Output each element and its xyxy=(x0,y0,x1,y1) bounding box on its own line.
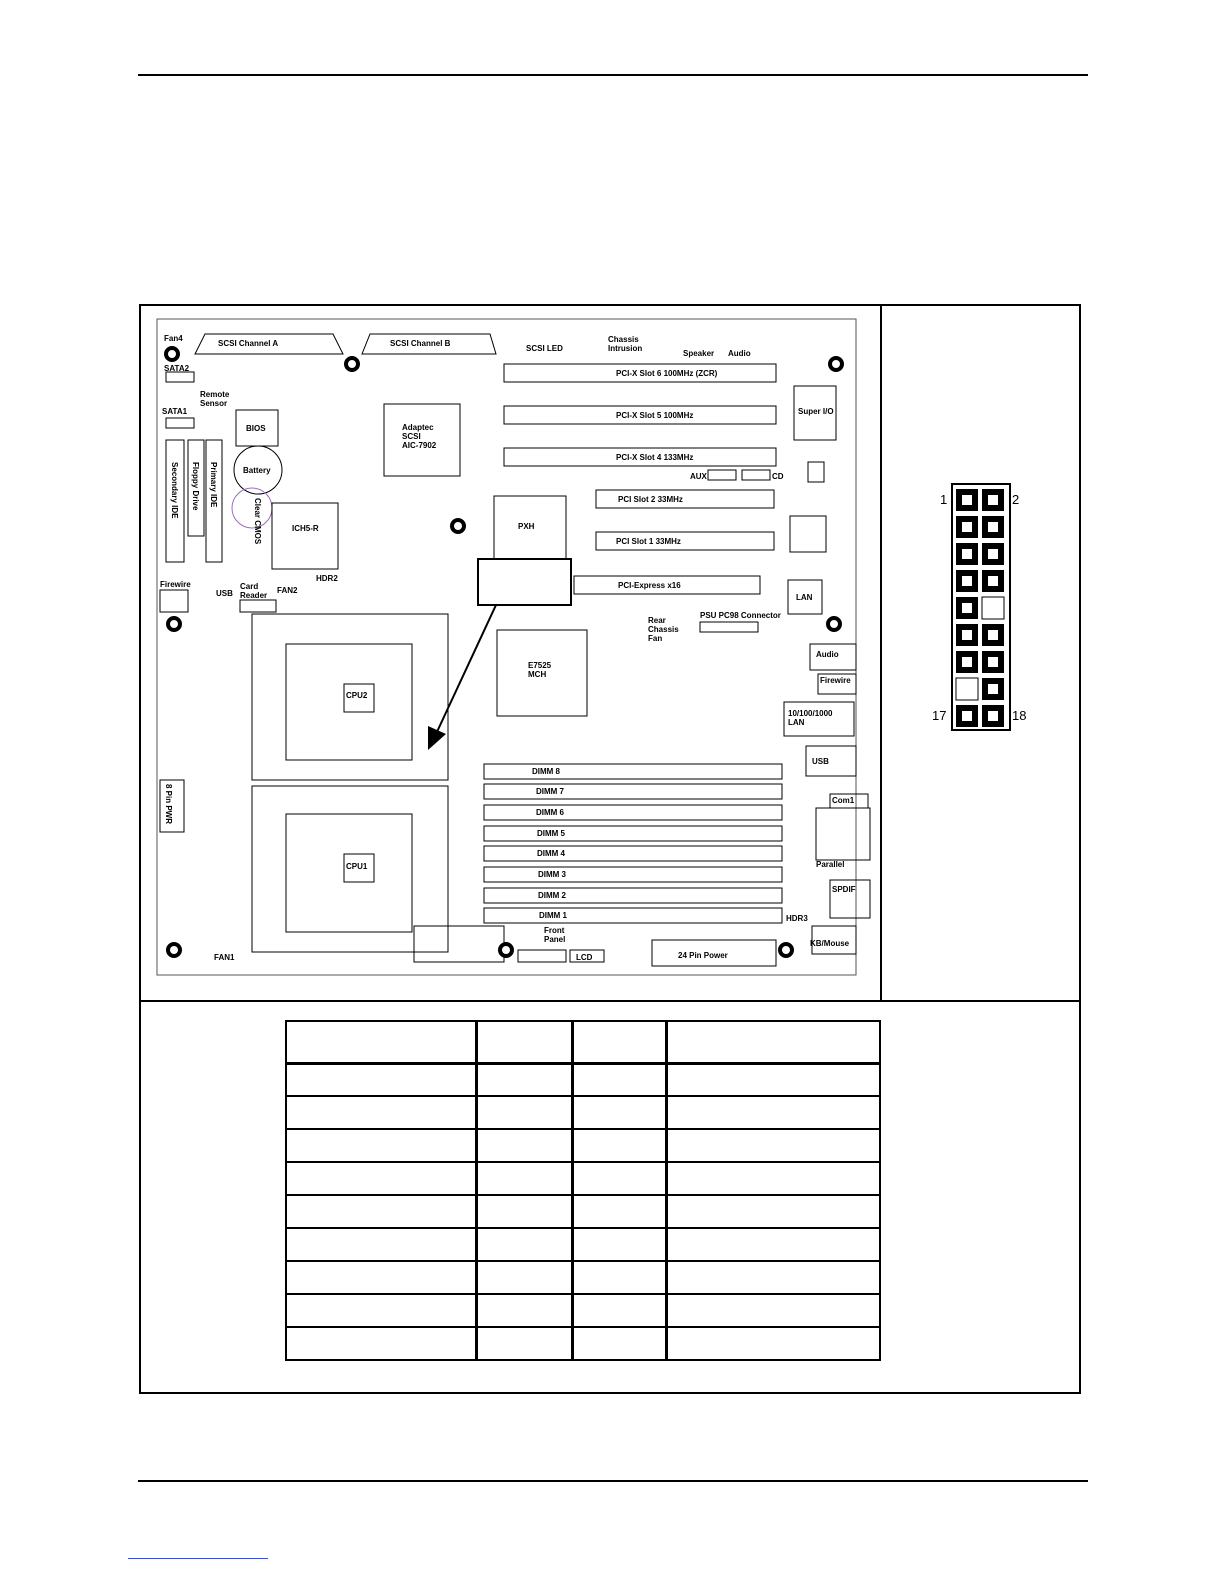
table-row xyxy=(286,1063,880,1096)
card-reader-line2: Reader xyxy=(240,591,268,600)
usb-left-label: USB xyxy=(216,589,233,598)
scsi-led-label: SCSI LED xyxy=(526,344,563,353)
cpu1-label: CPU1 xyxy=(346,862,368,871)
pin-hole xyxy=(962,576,972,586)
table-row xyxy=(286,1162,880,1195)
sata1-label: SATA1 xyxy=(162,407,188,416)
table-cell xyxy=(572,1021,666,1063)
firewire-rear-label: Firewire xyxy=(820,676,851,685)
table-cell xyxy=(666,1195,880,1228)
table-cell xyxy=(286,1228,476,1261)
table-cell xyxy=(476,1195,572,1228)
table-cell xyxy=(476,1327,572,1360)
hdr3-label: HDR3 xyxy=(786,914,808,923)
remote-sensor-line2: Sensor xyxy=(200,399,228,408)
table-cell xyxy=(286,1261,476,1294)
pin-label-1: 1 xyxy=(940,492,948,507)
table-cell xyxy=(286,1294,476,1327)
pin-hole xyxy=(962,495,972,505)
pin-hole xyxy=(962,630,972,640)
psu-connector-label: PSU PC98 Connector xyxy=(700,611,781,620)
secondary-ide-label: Secondary IDE xyxy=(170,462,179,519)
table-row xyxy=(286,1129,880,1162)
table-cell xyxy=(286,1129,476,1162)
pin-hole xyxy=(962,711,972,721)
clear-cmos-label: Clear CMOS xyxy=(253,498,262,545)
pci-slot1-label: PCI Slot 1 33MHz xyxy=(616,537,681,546)
cd-label: CD xyxy=(772,472,784,481)
pin-hole xyxy=(988,711,998,721)
cpu2-label: CPU2 xyxy=(346,691,368,700)
bios-label: BIOS xyxy=(246,424,266,433)
pin-hole xyxy=(988,549,998,559)
empty-pin xyxy=(956,678,978,700)
pin-label-2: 2 xyxy=(1012,492,1020,507)
fan1-label: FAN1 xyxy=(214,953,235,962)
table-cell xyxy=(666,1228,880,1261)
dimm-label: DIMM 2 xyxy=(538,891,566,900)
table-cell xyxy=(666,1162,880,1195)
lcd-label: LCD xyxy=(576,953,593,962)
table-cell xyxy=(666,1063,880,1096)
dimm-label: DIMM 4 xyxy=(537,849,565,858)
table-cell xyxy=(572,1261,666,1294)
pin-hole xyxy=(988,522,998,532)
lan-1000-label xyxy=(788,709,835,727)
table-row xyxy=(286,1261,880,1294)
pxh-label: PXH xyxy=(518,522,535,531)
chassis-intrusion-label xyxy=(608,335,642,353)
pin-label-18: 18 xyxy=(1012,708,1027,723)
front-panel-line1: Front xyxy=(544,926,565,935)
table-cell xyxy=(666,1327,880,1360)
mch-line1: E7525 xyxy=(528,661,552,670)
table-cell xyxy=(572,1129,666,1162)
audio-header-label: Audio xyxy=(728,349,751,358)
spdif-label: SPDIF xyxy=(832,885,856,894)
table-header-row xyxy=(286,1021,880,1063)
pin-hole xyxy=(962,603,972,613)
scsi-channel-b-label: SCSI Channel B xyxy=(390,339,451,348)
table-cell xyxy=(666,1294,880,1327)
dimm-labels xyxy=(532,767,568,920)
table-cell xyxy=(286,1162,476,1195)
table-row xyxy=(286,1294,880,1327)
table-cell xyxy=(476,1294,572,1327)
table-row xyxy=(286,1327,880,1360)
pin-hole xyxy=(962,549,972,559)
mch-line2: MCH xyxy=(528,670,547,679)
empty-pin xyxy=(982,597,1004,619)
pin-hole xyxy=(988,630,998,640)
pci-slot2-label: PCI Slot 2 33MHz xyxy=(618,495,683,504)
pin-hole xyxy=(988,657,998,667)
rear-chassis-fan-line2: Chassis xyxy=(648,625,679,634)
pin-hole xyxy=(988,684,998,694)
pwr8-label: 8 Pin PWR xyxy=(164,784,173,825)
table-cell xyxy=(286,1327,476,1360)
pin-assignment-table xyxy=(285,1020,881,1361)
ich5r-label: ICH5-R xyxy=(292,524,319,533)
table-cell xyxy=(476,1096,572,1129)
rear-chassis-fan-line1: Rear xyxy=(648,616,666,625)
pin-hole xyxy=(962,522,972,532)
primary-ide-label: Primary IDE xyxy=(209,462,218,508)
super-io-label: Super I/O xyxy=(798,407,834,416)
table-cell xyxy=(476,1063,572,1096)
table-cell xyxy=(286,1021,476,1063)
adaptec-label xyxy=(402,423,437,450)
adaptec-line3: AIC-7902 xyxy=(402,441,437,450)
card-reader-line1: Card xyxy=(240,582,259,591)
dimm-label: DIMM 1 xyxy=(539,911,567,920)
table-cell xyxy=(476,1021,572,1063)
rear-chassis-fan-line3: Fan xyxy=(648,634,663,643)
battery-label: Battery xyxy=(243,466,271,475)
audio-rear-label: Audio xyxy=(816,650,839,659)
firewire-left-label: Firewire xyxy=(160,580,191,589)
table-cell xyxy=(476,1129,572,1162)
lan-1000-line2: LAN xyxy=(788,718,805,727)
table-row xyxy=(286,1228,880,1261)
pin-hole xyxy=(962,657,972,667)
table-cell xyxy=(476,1162,572,1195)
table-cell xyxy=(286,1096,476,1129)
table-cell xyxy=(666,1096,880,1129)
adaptec-line2: SCSI xyxy=(402,432,421,441)
table-cell xyxy=(666,1261,880,1294)
com1-label: Com1 xyxy=(832,796,855,805)
mch-label xyxy=(528,661,553,679)
pcix-slot5-label: PCI-X Slot 5 100MHz xyxy=(616,411,694,420)
power24-label: 24 Pin Power xyxy=(678,951,728,960)
front-panel-line2: Panel xyxy=(544,935,566,944)
chassis-intrusion-line1: Chassis xyxy=(608,335,639,344)
table-cell xyxy=(572,1162,666,1195)
parallel-label: Parallel xyxy=(816,860,845,869)
pin-hole xyxy=(988,495,998,505)
kb-mouse-label: KB/Mouse xyxy=(810,939,850,948)
dimm-label: DIMM 6 xyxy=(536,808,564,817)
fan4-label: Fan4 xyxy=(164,334,183,343)
floppy-drive-label: Floppy Drive xyxy=(191,462,200,511)
fan2-label: FAN2 xyxy=(277,586,298,595)
pcix-slot6-label: PCI-X Slot 6 100MHz (ZCR) xyxy=(616,369,718,378)
sata2-label: SATA2 xyxy=(164,364,190,373)
table-row xyxy=(286,1195,880,1228)
rear-chassis-fan-label xyxy=(648,616,681,643)
remote-sensor-label xyxy=(200,390,232,408)
table-cell xyxy=(476,1228,572,1261)
dimm-label: DIMM 3 xyxy=(538,870,566,879)
lan-1000-line1: 10/100/1000 xyxy=(788,709,833,718)
dimm-label: DIMM 5 xyxy=(537,829,565,838)
pci-express-label: PCI-Express x16 xyxy=(618,581,681,590)
aux-label: AUX xyxy=(690,472,707,481)
pcix-slot4-label: PCI-X Slot 4 133MHz xyxy=(616,453,694,462)
dimm-label: DIMM 7 xyxy=(536,787,564,796)
dimm-label: DIMM 8 xyxy=(532,767,560,776)
header-pinout xyxy=(920,480,1040,740)
table-cell xyxy=(476,1261,572,1294)
table-cell xyxy=(666,1129,880,1162)
table-cell xyxy=(572,1294,666,1327)
pin-label-17: 17 xyxy=(932,708,947,723)
hdr2-label: HDR2 xyxy=(316,574,338,583)
table-row xyxy=(286,1096,880,1129)
table-cell xyxy=(572,1195,666,1228)
remote-sensor-line1: Remote xyxy=(200,390,230,399)
table-cell xyxy=(572,1063,666,1096)
adaptec-line1: Adaptec xyxy=(402,423,434,432)
front-panel-label xyxy=(544,926,567,944)
table-cell xyxy=(666,1021,880,1063)
table-cell xyxy=(572,1327,666,1360)
table-cell xyxy=(572,1228,666,1261)
table-cell xyxy=(286,1063,476,1096)
lan-chip-label: LAN xyxy=(796,593,813,602)
table-cell xyxy=(572,1096,666,1129)
pin-hole xyxy=(988,576,998,586)
card-reader-label xyxy=(240,582,267,600)
scsi-channel-a-label: SCSI Channel A xyxy=(218,339,279,348)
speaker-label: Speaker xyxy=(683,349,715,358)
table-cell xyxy=(286,1195,476,1228)
chassis-intrusion-line2: Intrusion xyxy=(608,344,643,353)
usb-rear-label: USB xyxy=(812,757,829,766)
